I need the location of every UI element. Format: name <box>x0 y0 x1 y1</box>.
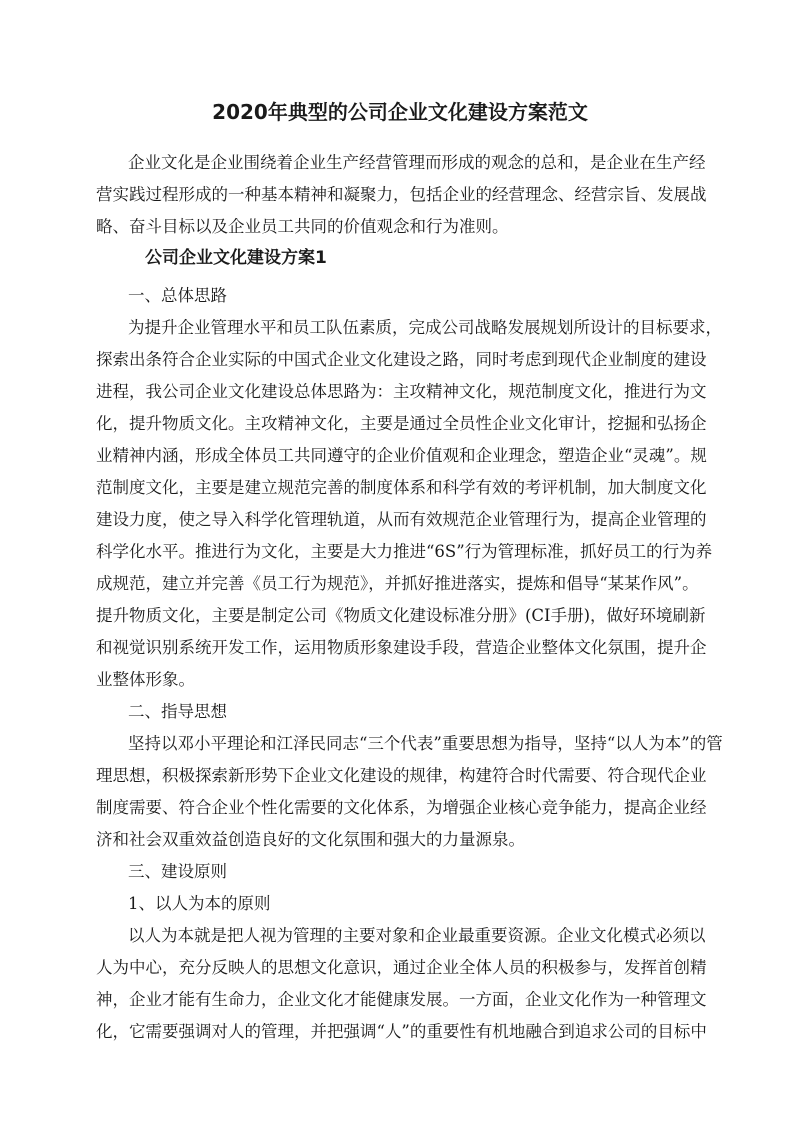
body-line: 人为中心，充分反映人的思想文化意识，通过企业全体人员的积极参与，发挥首创精 <box>96 958 707 977</box>
body-line: 制度需要、符合企业个性化需要的文化体系，为增强企业核心竞争能力，提高企业经 <box>96 798 707 817</box>
heading-people-oriented: 1、以人为本的原则 <box>128 894 271 913</box>
heading-principles: 三、建设原则 <box>128 862 227 881</box>
body-line: 和视觉识别系统开发工作，运用物质形象建设手段，营造企业整体文化氛围，提升企 <box>96 638 707 657</box>
intro-line: 企业文化是企业围绕着企业生产经营管理而形成的观念的总和，是企业在生产经 <box>128 153 706 172</box>
body-line: 化，它需要强调对人的管理，并把强调“人”的重要性有机地融合到追求公司的目标中 <box>96 1022 707 1041</box>
heading-overall-approach: 一、总体思路 <box>128 286 227 305</box>
intro-line: 营实践过程形成的一种基本精神和凝聚力，包括企业的经营理念、经营宗旨、发展战 <box>96 185 707 204</box>
body-line: 探索出条符合企业实际的中国式企业文化建设之路，同时考虑到现代企业制度的建设 <box>96 350 707 369</box>
body-line: 科学化水平。推进行为文化，主要是大力推进“6S”行为管理标准，抓好员工的行为养 <box>96 542 713 561</box>
body-line: 成规范，建立并完善《员工行为规范》，并抓好推进落实，提炼和倡导“某某作风”。 <box>96 574 699 593</box>
body-line: 以人为本就是把人视为管理的主要对象和企业最重要资源。企业文化模式必须以 <box>128 926 706 945</box>
body-line: 理思想，积极探索新形势下企业文化建设的规律，构建符合时代需要、符合现代企业 <box>96 766 707 785</box>
body-line: 进程，我公司企业文化建设总体思路为：主攻精神文化，规范制度文化，推进行为文 <box>96 382 707 401</box>
section-title: 公司企业文化建设方案1 <box>145 248 327 268</box>
body-line: 提升物质文化，主要是制定公司《物质文化建设标准分册》(CI手册)，做好环境刷新 <box>96 606 706 625</box>
body-line: 范制度文化，主要是建立规范完善的制度体系和科学有效的考评机制，加大制度文化 <box>96 478 707 497</box>
body-line: 化，提升物质文化。主攻精神文化，主要是通过全员性企业文化审计，挖掘和弘扬企 <box>96 414 707 433</box>
body-line: 神，企业才能有生命力，企业文化才能健康发展。一方面，企业文化作为一种管理文 <box>96 990 707 1009</box>
body-line: 建设力度，使之导入科学化管理轨道，从而有效规范企业管理行为，提高企业管理的 <box>96 510 707 529</box>
intro-line: 略、奋斗目标以及企业员工共同的价值观念和行为准则。 <box>96 217 509 236</box>
body-line: 济和社会双重效益创造良好的文化氛围和强大的力量源泉。 <box>96 830 525 849</box>
body-line: 业整体形象。 <box>96 670 195 689</box>
body-line: 为提升企业管理水平和员工队伍素质，完成公司战略发展规划所设计的目标要求， <box>128 318 722 337</box>
body-line: 坚持以邓小平理论和江泽民同志“三个代表”重要思想为指导，坚持“以人为本”的管 <box>128 734 723 753</box>
document-title: 2020年典型的公司企业文化建设方案范文 <box>212 100 588 124</box>
body-line: 业精神内涵，形成全体员工共同遵守的企业价值观和企业理念，塑造企业“灵魂”。规 <box>96 446 707 465</box>
heading-guiding-ideology: 二、指导思想 <box>128 702 227 721</box>
